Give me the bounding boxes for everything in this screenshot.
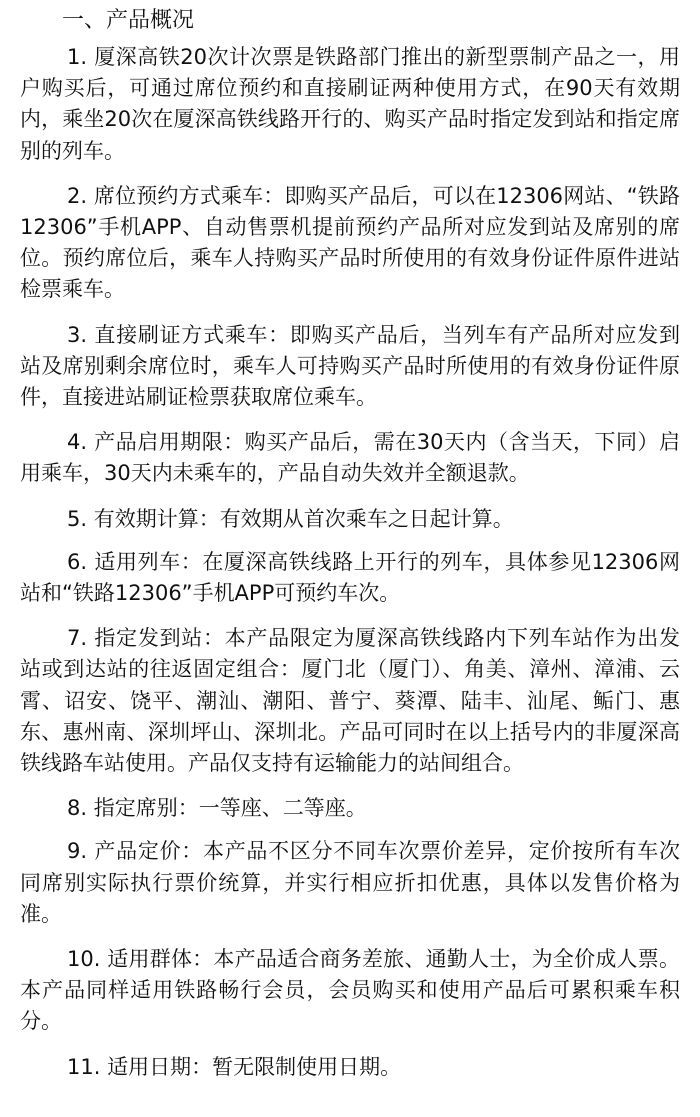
item-8: 8. 指定席别：一等座、二等座。 <box>67 796 367 821</box>
item-4: 4. 产品启用期限：购买产品后，需在30天内（含当天，下同）启用乘车，30天内未乘车的，产品自动失效并全额退款。 <box>20 430 680 486</box>
item-1: 1. 厦深高铁20次计次票是铁路部门推出的新型票制产品之一，用户购买后，可通过席位预约和直接刷证两种使用方式，在90天有效期内，乘坐20次在厦深高铁线路开行的、购买产品时指定发到站和指定席别的列车。 <box>20 45 680 163</box>
item-5: 5. 有效期计算：有效期从首次乘车之日起计算。 <box>67 506 514 531</box>
item-3: 3. 直接刷证方式乘车：即购买产品后，当列车有产品所对应发到站及席别剩余席位时，乘车人可持购买产品时所使用的有效身份证件原件，直接进站刷证检票获取席位乘车。 <box>20 322 680 410</box>
item-7: 7. 指定发到站：本产品限定为厦深高铁线路内下列车站作为出发站或到达站的往返固定组合：厦门北（厦门）、角美、漳州、漳浦、云霄、诏安、饶平、潮汕、潮阳、普宁、葵潭、陆丰、汕尾、鲘门、惠东、惠州南、深圳坪山、深圳北。产品可同时在以上括号内的非厦深高铁线路车站使用。产品仅支持有运输能力的站间组合。 <box>20 626 680 776</box>
item-6: 6. 适用列车：在厦深高铁线路上开行的列车，具体参见12306网站和“铁路12306”手机APP可预约车次。 <box>20 549 680 606</box>
item-2: 2. 席位预约方式乘车：即购买产品后，可以在12306网站、“铁路12306”手机APP、自动售票机提前预约产品所对应发到站及席别的席位。预约席位后，乘车人持购买产品时所使用的有效身份证件原件进站检票乘车。 <box>20 183 680 302</box>
item-9: 9. 产品定价：本产品不区分不同车次票价差异，定价按所有车次同席别实际执行票价统算，并实行相应折扣优惠，具体以发售价格为准。 <box>20 839 680 926</box>
item-10: 10. 适用群体：本产品适合商务差旅、通勤人士，为全价成人票。本产品同样适用铁路畅行会员，会员购买和使用产品后可累积乘车积分。 <box>20 947 680 1034</box>
item-11: 11. 适用日期：暂无限制使用日期。 <box>67 1054 402 1079</box>
section-title: 一、产品概况 <box>62 8 195 33</box>
